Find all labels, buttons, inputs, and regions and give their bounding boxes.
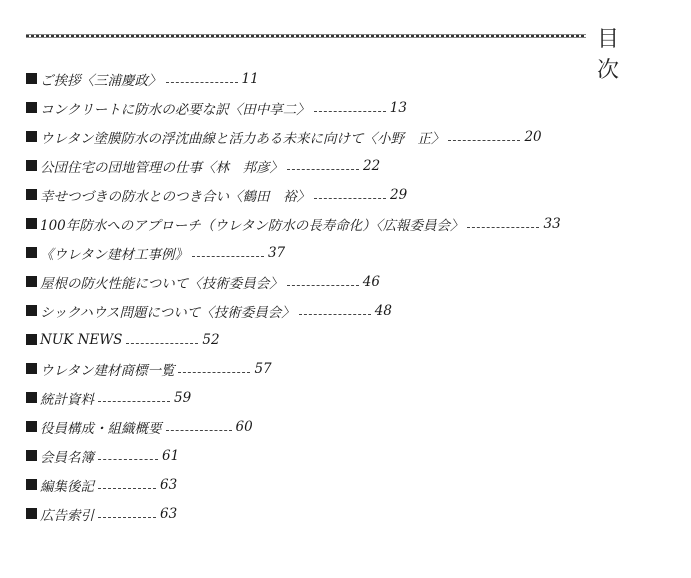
dotted-leader bbox=[287, 284, 359, 286]
square-bullet-icon bbox=[26, 334, 37, 345]
square-bullet-icon bbox=[26, 305, 37, 316]
dotted-leader bbox=[98, 516, 156, 518]
table-of-contents bbox=[26, 64, 676, 528]
square-bullet-icon bbox=[26, 247, 37, 258]
toc-entry-title: 幸せつづきの防水とのつき合い〈鶴田 裕〉 bbox=[40, 188, 310, 205]
toc-entry-page-number: 59 bbox=[174, 389, 192, 406]
toc-entry-title: NUK NEWS bbox=[40, 331, 123, 348]
square-bullet-icon bbox=[26, 508, 37, 519]
dotted-leader bbox=[287, 168, 359, 170]
square-bullet-icon bbox=[26, 102, 37, 113]
toc-entry-title: 100年防水へのアプローチ（ウレタン防水の長寿命化）〈広報委員会〉 bbox=[40, 217, 464, 234]
toc-entry-page-number: 60 bbox=[235, 418, 253, 435]
dotted-leader bbox=[299, 313, 371, 315]
dotted-leader bbox=[98, 458, 158, 460]
toc-entry[interactable] bbox=[26, 470, 676, 499]
toc-entry-page-number: 11 bbox=[241, 70, 259, 87]
toc-entry-page-number: 63 bbox=[160, 476, 178, 493]
square-bullet-icon bbox=[26, 450, 37, 461]
toc-entry-title: 役員構成・組織概要 bbox=[40, 420, 162, 437]
toc-entry-title: シックハウス問題について〈技術委員会〉 bbox=[40, 304, 295, 321]
square-bullet-icon bbox=[26, 392, 37, 403]
dotted-leader bbox=[192, 255, 264, 257]
toc-entry-title: ウレタン建材商標一覧 bbox=[40, 362, 175, 379]
toc-entry[interactable] bbox=[26, 93, 676, 122]
toc-entry[interactable] bbox=[26, 64, 676, 93]
square-bullet-icon bbox=[26, 276, 37, 287]
dotted-leader bbox=[314, 110, 386, 112]
toc-entry-page-number: 57 bbox=[254, 360, 272, 377]
toc-entry[interactable] bbox=[26, 180, 676, 209]
dotted-leader bbox=[126, 342, 198, 344]
square-bullet-icon bbox=[26, 363, 37, 374]
toc-entry[interactable] bbox=[26, 499, 676, 528]
toc-entry-page-number: 48 bbox=[374, 302, 392, 319]
toc-entry-page-number: 33 bbox=[543, 215, 561, 232]
dotted-leader bbox=[98, 487, 156, 489]
toc-entry-page-number: 63 bbox=[160, 505, 178, 522]
toc-entry-page-number: 37 bbox=[267, 244, 286, 261]
dotted-leader bbox=[314, 197, 386, 199]
square-bullet-icon bbox=[26, 160, 37, 171]
toc-entry[interactable] bbox=[26, 383, 676, 412]
square-bullet-icon bbox=[26, 421, 37, 432]
toc-entry[interactable] bbox=[26, 354, 676, 383]
toc-entry-title: 広告索引 bbox=[40, 507, 94, 524]
dotted-leader bbox=[448, 139, 520, 141]
toc-entry[interactable] bbox=[26, 267, 676, 296]
toc-entry[interactable] bbox=[26, 151, 676, 180]
toc-entry-title: コンクリートに防水の必要な訳〈田中享二〉 bbox=[40, 101, 310, 118]
dotted-leader bbox=[178, 371, 250, 373]
dotted-leader bbox=[467, 226, 539, 228]
square-bullet-icon bbox=[26, 218, 37, 229]
square-bullet-icon bbox=[26, 479, 37, 490]
toc-entry[interactable] bbox=[26, 412, 676, 441]
toc-entry[interactable] bbox=[26, 122, 676, 151]
header-decorative-rule bbox=[26, 34, 586, 38]
toc-entry-title: 統計資料 bbox=[40, 391, 94, 408]
toc-entry-title: 編集後記 bbox=[40, 478, 94, 495]
square-bullet-icon bbox=[26, 131, 37, 142]
toc-entry[interactable] bbox=[26, 209, 676, 238]
toc-entry[interactable] bbox=[26, 238, 676, 267]
toc-entry-page-number: 52 bbox=[202, 331, 220, 348]
toc-entry-page-number: 46 bbox=[362, 273, 380, 290]
toc-entry-page-number: 22 bbox=[363, 157, 381, 174]
toc-entry-title: 屋根の防火性能について〈技術委員会〉 bbox=[40, 275, 283, 292]
toc-entry-title: 《ウレタン建材工事例》 bbox=[40, 246, 188, 263]
toc-entry[interactable] bbox=[26, 296, 676, 325]
toc-entry[interactable] bbox=[26, 325, 676, 354]
toc-entry-page-number: 13 bbox=[389, 99, 407, 116]
toc-entry-title: 会員名簿 bbox=[40, 449, 94, 466]
toc-heading: 目 次 bbox=[597, 27, 634, 83]
toc-entry-title: ウレタン塗膜防水の浮沈曲線と活力ある未来に向けて〈小野 正〉 bbox=[40, 130, 445, 147]
square-bullet-icon bbox=[26, 189, 37, 200]
dotted-leader bbox=[98, 400, 170, 402]
toc-entry-title: ご挨拶〈三浦慶政〉 bbox=[40, 72, 162, 89]
dotted-leader bbox=[166, 81, 238, 83]
toc-entry-page-number: 61 bbox=[162, 447, 180, 464]
square-bullet-icon bbox=[26, 73, 37, 84]
dotted-leader bbox=[166, 429, 232, 431]
toc-entry[interactable] bbox=[26, 441, 676, 470]
toc-entry-page-number: 20 bbox=[524, 128, 542, 145]
toc-entry-title: 公団住宅の団地管理の仕事〈林 邦彦〉 bbox=[40, 159, 283, 176]
toc-entry-page-number: 29 bbox=[390, 186, 408, 203]
